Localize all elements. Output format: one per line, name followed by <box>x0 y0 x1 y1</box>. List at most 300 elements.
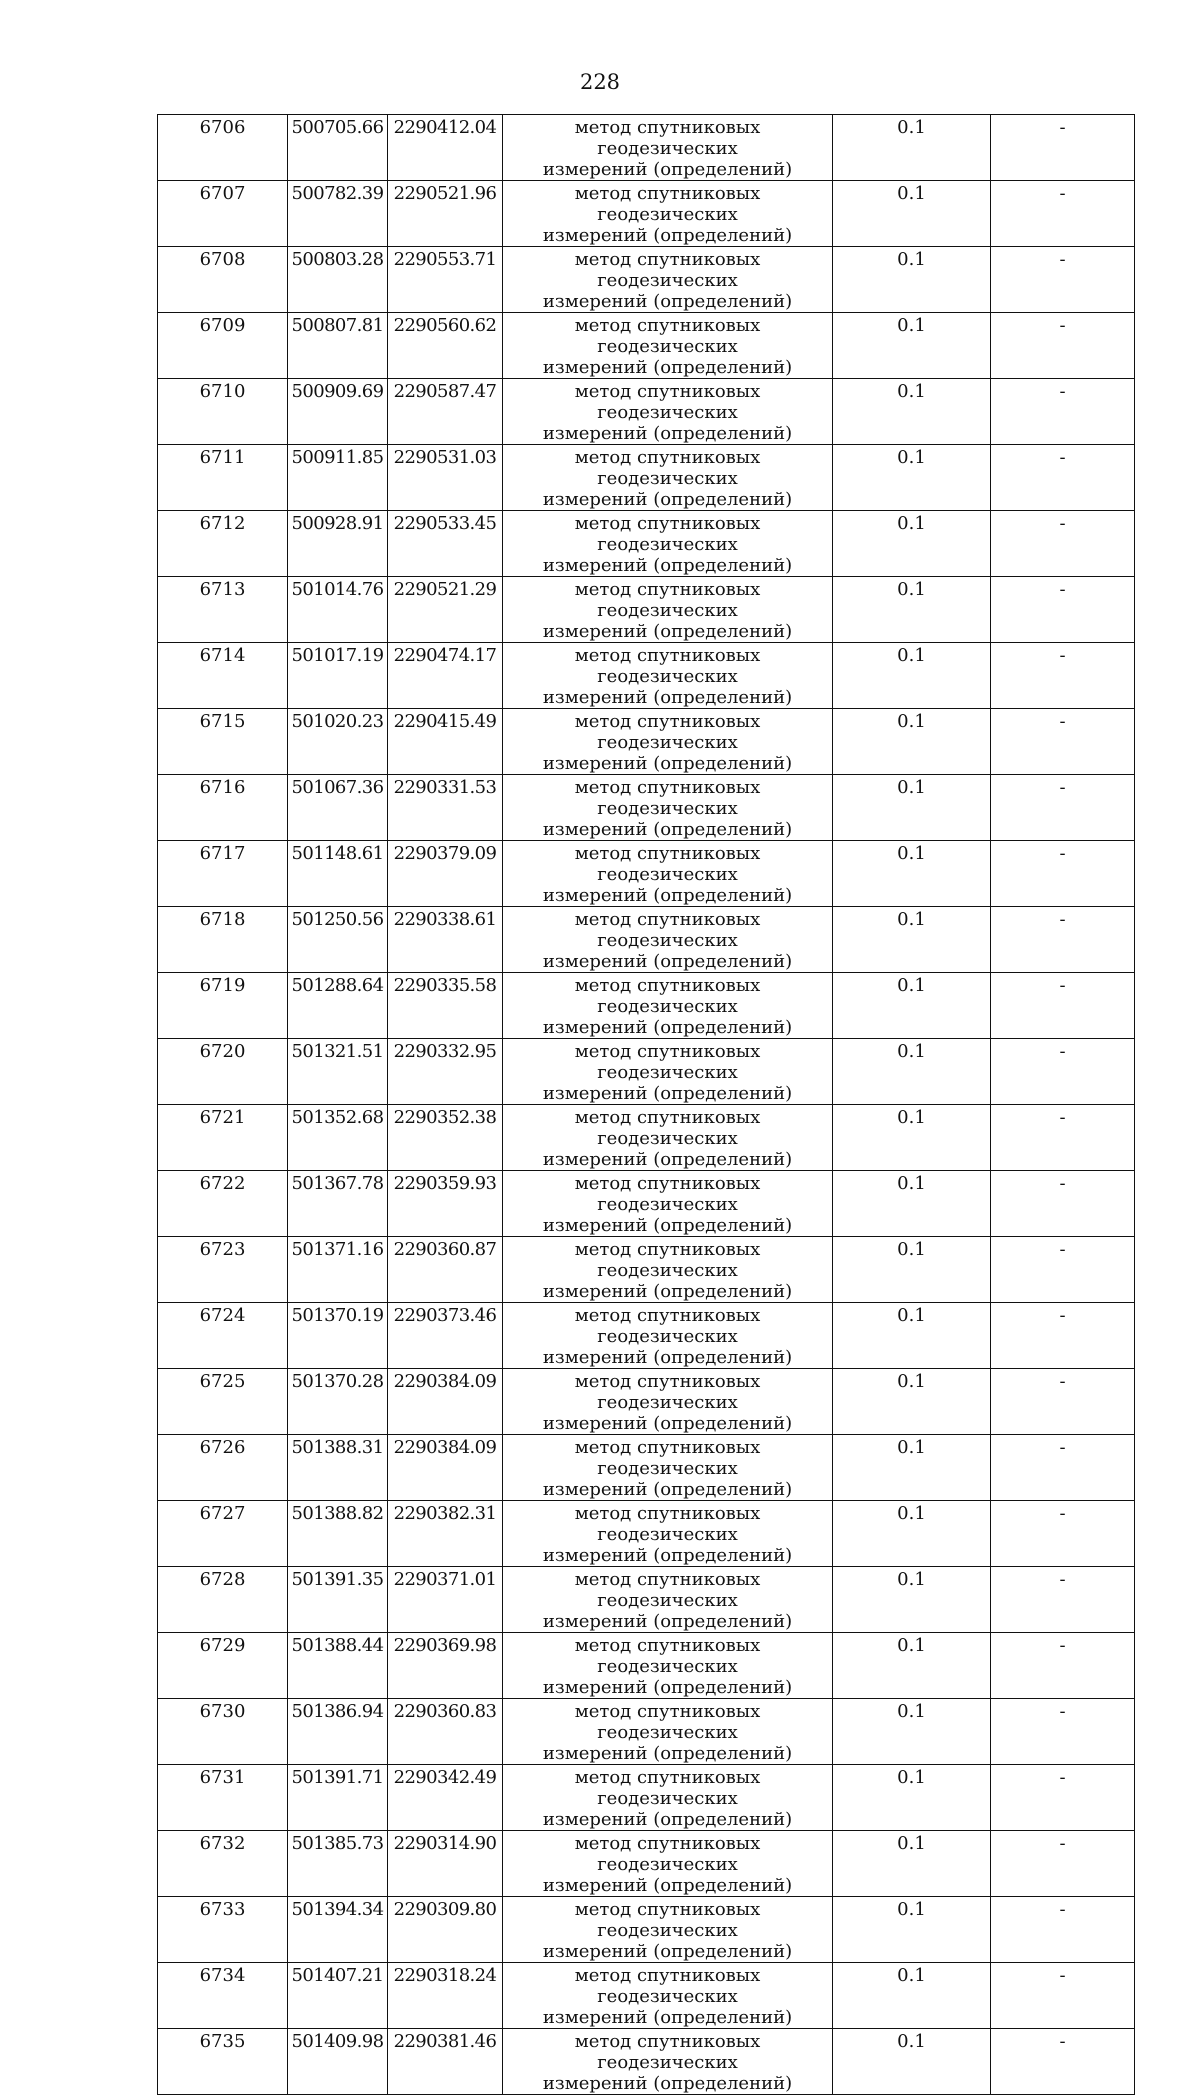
method-line-1: метод спутниковых геодезических <box>574 645 761 687</box>
y-coordinate-cell-text: 2290318.24 <box>393 1965 497 1986</box>
table-row <box>158 1435 1135 1501</box>
y-coordinate-cell <box>388 973 503 1039</box>
point-number-cell-text: 6717 <box>199 843 246 864</box>
x-coordinate-cell <box>288 379 388 445</box>
accuracy-cell-text: 0.1 <box>897 315 926 336</box>
note-cell-text: - <box>1059 381 1066 402</box>
y-coordinate-cell <box>388 643 503 709</box>
method-line-2: измерений (определений) <box>542 1809 793 1830</box>
x-coordinate-cell <box>288 973 388 1039</box>
method-cell <box>503 1039 833 1105</box>
point-number-cell <box>158 1765 288 1831</box>
accuracy-cell <box>833 577 991 643</box>
x-coordinate-cell <box>288 1369 388 1435</box>
note-cell-text: - <box>1059 975 1066 996</box>
accuracy-cell-text: 0.1 <box>897 2031 926 2052</box>
note-cell <box>991 1765 1135 1831</box>
method-line-2: измерений (определений) <box>542 1677 793 1698</box>
note-cell-text: - <box>1059 249 1066 270</box>
x-coordinate-cell-text: 501388.82 <box>291 1503 384 1524</box>
note-cell <box>991 973 1135 1039</box>
point-number-cell <box>158 247 288 313</box>
point-number-cell-text: 6714 <box>199 645 246 666</box>
note-cell <box>991 709 1135 775</box>
x-coordinate-cell <box>288 1039 388 1105</box>
point-number-cell-text: 6719 <box>199 975 246 996</box>
method-line-1: метод спутниковых геодезических <box>574 513 761 555</box>
accuracy-cell-text: 0.1 <box>897 1437 926 1458</box>
y-coordinate-cell <box>388 1963 503 2029</box>
point-number-cell <box>158 907 288 973</box>
method-cell <box>503 1633 833 1699</box>
accuracy-cell <box>833 1633 991 1699</box>
note-cell <box>991 1435 1135 1501</box>
method-line-2: измерений (определений) <box>542 885 793 906</box>
note-cell-text: - <box>1059 315 1066 336</box>
x-coordinate-cell-text: 501352.68 <box>291 1107 384 1128</box>
method-cell <box>503 445 833 511</box>
method-line-1: метод спутниковых геодезических <box>574 117 761 159</box>
method-line-1: метод спутниковых геодезических <box>574 315 761 357</box>
y-coordinate-cell <box>388 1699 503 1765</box>
point-number-cell-text: 6706 <box>199 117 246 138</box>
y-coordinate-cell-text: 2290415.49 <box>393 711 497 732</box>
table-row <box>158 1567 1135 1633</box>
y-coordinate-cell-text: 2290360.83 <box>393 1701 497 1722</box>
y-coordinate-cell <box>388 1633 503 1699</box>
accuracy-cell-text: 0.1 <box>897 1239 926 1260</box>
y-coordinate-cell <box>388 1303 503 1369</box>
point-number-cell <box>158 1897 288 1963</box>
note-cell <box>991 511 1135 577</box>
x-coordinate-cell <box>288 577 388 643</box>
point-number-cell-text: 6718 <box>199 909 246 930</box>
accuracy-cell-text: 0.1 <box>897 1899 926 1920</box>
method-line-1: метод спутниковых геодезических <box>574 381 761 423</box>
point-number-cell-text: 6729 <box>199 1635 246 1656</box>
accuracy-cell <box>833 1699 991 1765</box>
table-body <box>158 115 1135 2095</box>
point-number-cell <box>158 1567 288 1633</box>
x-coordinate-cell-text: 501391.35 <box>291 1569 384 1590</box>
method-line-1: метод спутниковых геодезических <box>574 1041 761 1083</box>
note-cell-text: - <box>1059 117 1066 138</box>
note-cell-text: - <box>1059 1305 1066 1326</box>
accuracy-cell <box>833 709 991 775</box>
y-coordinate-cell <box>388 577 503 643</box>
point-number-cell <box>158 313 288 379</box>
method-line-2: измерений (определений) <box>542 1941 793 1962</box>
y-coordinate-cell <box>388 1237 503 1303</box>
method-line-1: метод спутниковых геодезических <box>574 1965 761 2007</box>
y-coordinate-cell-text: 2290342.49 <box>393 1767 497 1788</box>
method-cell <box>503 907 833 973</box>
y-coordinate-cell <box>388 1897 503 1963</box>
y-coordinate-cell-text: 2290521.29 <box>393 579 497 600</box>
x-coordinate-cell <box>288 247 388 313</box>
note-cell-text: - <box>1059 1635 1066 1656</box>
point-number-cell <box>158 1105 288 1171</box>
note-cell-text: - <box>1059 843 1066 864</box>
accuracy-cell-text: 0.1 <box>897 183 926 204</box>
point-number-cell-text: 6735 <box>199 2031 246 2052</box>
point-number-cell <box>158 577 288 643</box>
note-cell-text: - <box>1059 1899 1066 1920</box>
accuracy-cell-text: 0.1 <box>897 1569 926 1590</box>
x-coordinate-cell <box>288 445 388 511</box>
note-cell <box>991 1699 1135 1765</box>
method-cell <box>503 1435 833 1501</box>
y-coordinate-cell <box>388 247 503 313</box>
method-line-2: измерений (определений) <box>542 1215 793 1236</box>
method-line-2: измерений (определений) <box>542 1743 793 1764</box>
note-cell <box>991 1897 1135 1963</box>
x-coordinate-cell <box>288 643 388 709</box>
method-cell <box>503 313 833 379</box>
accuracy-cell <box>833 379 991 445</box>
point-number-cell <box>158 1831 288 1897</box>
accuracy-cell-text: 0.1 <box>897 249 926 270</box>
x-coordinate-cell <box>288 181 388 247</box>
accuracy-cell-text: 0.1 <box>897 975 926 996</box>
note-cell <box>991 1171 1135 1237</box>
accuracy-cell-text: 0.1 <box>897 909 926 930</box>
method-line-1: метод спутниковых геодезических <box>574 1503 761 1545</box>
accuracy-cell <box>833 907 991 973</box>
note-cell-text: - <box>1059 1173 1066 1194</box>
x-coordinate-cell <box>288 1567 388 1633</box>
method-cell <box>503 1501 833 1567</box>
x-coordinate-cell <box>288 313 388 379</box>
note-cell-text: - <box>1059 447 1066 468</box>
point-number-cell-text: 6726 <box>199 1437 246 1458</box>
note-cell <box>991 115 1135 181</box>
table-row <box>158 643 1135 709</box>
x-coordinate-cell-text: 500909.69 <box>291 381 384 402</box>
accuracy-cell <box>833 1369 991 1435</box>
x-coordinate-cell <box>288 511 388 577</box>
note-cell <box>991 181 1135 247</box>
accuracy-cell <box>833 1897 991 1963</box>
point-number-cell <box>158 1435 288 1501</box>
method-line-1: метод спутниковых геодезических <box>574 1569 761 1611</box>
table-row <box>158 1105 1135 1171</box>
method-line-2: измерений (определений) <box>542 489 793 510</box>
note-cell <box>991 1369 1135 1435</box>
method-line-1: метод спутниковых геодезических <box>574 1437 761 1479</box>
accuracy-cell-text: 0.1 <box>897 1701 926 1722</box>
method-line-1: метод спутниковых геодезических <box>574 1767 761 1809</box>
y-coordinate-cell-text: 2290332.95 <box>393 1041 497 1062</box>
method-line-2: измерений (определений) <box>542 423 793 444</box>
accuracy-cell <box>833 1567 991 1633</box>
x-coordinate-cell-text: 501067.36 <box>291 777 384 798</box>
note-cell <box>991 1963 1135 2029</box>
y-coordinate-cell-text: 2290373.46 <box>393 1305 497 1326</box>
point-number-cell <box>158 709 288 775</box>
note-cell-text: - <box>1059 183 1066 204</box>
method-line-1: метод спутниковых геодезических <box>574 777 761 819</box>
y-coordinate-cell <box>388 1435 503 1501</box>
method-cell <box>503 1963 833 2029</box>
note-cell <box>991 1105 1135 1171</box>
accuracy-cell-text: 0.1 <box>897 1107 926 1128</box>
x-coordinate-cell <box>288 1501 388 1567</box>
note-cell-text: - <box>1059 1965 1066 1986</box>
accuracy-cell-text: 0.1 <box>897 381 926 402</box>
accuracy-cell <box>833 775 991 841</box>
point-number-cell-text: 6727 <box>199 1503 246 1524</box>
point-number-cell <box>158 181 288 247</box>
table-row <box>158 1501 1135 1567</box>
accuracy-cell <box>833 1501 991 1567</box>
note-cell-text: - <box>1059 645 1066 666</box>
accuracy-cell <box>833 445 991 511</box>
method-line-2: измерений (определений) <box>542 1281 793 1302</box>
y-coordinate-cell-text: 2290352.38 <box>393 1107 497 1128</box>
table-row <box>158 1765 1135 1831</box>
accuracy-cell <box>833 973 991 1039</box>
x-coordinate-cell-text: 501371.16 <box>291 1239 384 1260</box>
accuracy-cell-text: 0.1 <box>897 711 926 732</box>
x-coordinate-cell-text: 501407.21 <box>291 1965 384 1986</box>
x-coordinate-cell-text: 501014.76 <box>291 579 384 600</box>
point-number-cell <box>158 1171 288 1237</box>
x-coordinate-cell-text: 500705.66 <box>291 117 384 138</box>
accuracy-cell <box>833 1435 991 1501</box>
accuracy-cell-text: 0.1 <box>897 1041 926 1062</box>
y-coordinate-cell-text: 2290369.98 <box>393 1635 497 1656</box>
point-number-cell <box>158 1039 288 1105</box>
y-coordinate-cell-text: 2290314.90 <box>393 1833 497 1854</box>
note-cell <box>991 1567 1135 1633</box>
y-coordinate-cell-text: 2290309.80 <box>393 1899 497 1920</box>
accuracy-cell-text: 0.1 <box>897 843 926 864</box>
point-number-cell <box>158 1633 288 1699</box>
method-cell <box>503 247 833 313</box>
method-line-2: измерений (определений) <box>542 1611 793 1632</box>
x-coordinate-cell <box>288 1699 388 1765</box>
point-number-cell-text: 6713 <box>199 579 246 600</box>
note-cell-text: - <box>1059 1041 1066 1062</box>
accuracy-cell <box>833 1963 991 2029</box>
x-coordinate-cell-text: 501020.23 <box>291 711 384 732</box>
method-cell <box>503 1369 833 1435</box>
point-number-cell-text: 6709 <box>199 315 246 336</box>
x-coordinate-cell <box>288 1171 388 1237</box>
note-cell <box>991 2029 1135 2095</box>
y-coordinate-cell <box>388 1369 503 1435</box>
method-line-2: измерений (определений) <box>542 2073 793 2094</box>
method-line-1: метод спутниковых геодезических <box>574 1701 761 1743</box>
table-row <box>158 511 1135 577</box>
method-line-2: измерений (определений) <box>542 1083 793 1104</box>
method-line-1: метод спутниковых геодезических <box>574 249 761 291</box>
x-coordinate-cell <box>288 115 388 181</box>
x-coordinate-cell-text: 501017.19 <box>291 645 384 666</box>
method-line-1: метод спутниковых геодезических <box>574 1107 761 1149</box>
table-row <box>158 1699 1135 1765</box>
x-coordinate-cell-text: 501370.19 <box>291 1305 384 1326</box>
point-number-cell-text: 6731 <box>199 1767 246 1788</box>
table-row <box>158 1369 1135 1435</box>
point-number-cell <box>158 775 288 841</box>
accuracy-cell-text: 0.1 <box>897 1767 926 1788</box>
method-cell <box>503 2029 833 2095</box>
table-row <box>158 1963 1135 2029</box>
table-row <box>158 313 1135 379</box>
note-cell <box>991 775 1135 841</box>
table-row <box>158 181 1135 247</box>
method-line-2: измерений (определений) <box>542 1347 793 1368</box>
table-row <box>158 577 1135 643</box>
table-row <box>158 2029 1135 2095</box>
x-coordinate-cell-text: 501385.73 <box>291 1833 384 1854</box>
note-cell-text: - <box>1059 1569 1066 1590</box>
point-number-cell-text: 6716 <box>199 777 246 798</box>
y-coordinate-cell-text: 2290360.87 <box>393 1239 497 1260</box>
note-cell <box>991 1831 1135 1897</box>
note-cell <box>991 313 1135 379</box>
point-number-cell-text: 6724 <box>199 1305 246 1326</box>
y-coordinate-cell-text: 2290381.46 <box>393 2031 497 2052</box>
point-number-cell <box>158 445 288 511</box>
note-cell-text: - <box>1059 579 1066 600</box>
accuracy-cell-text: 0.1 <box>897 777 926 798</box>
method-line-2: измерений (определений) <box>542 555 793 576</box>
table-row <box>158 1633 1135 1699</box>
method-line-1: метод спутниковых геодезических <box>574 1173 761 1215</box>
note-cell <box>991 445 1135 511</box>
accuracy-cell <box>833 841 991 907</box>
y-coordinate-cell-text: 2290384.09 <box>393 1437 497 1458</box>
method-line-1: метод спутниковых геодезических <box>574 579 761 621</box>
x-coordinate-cell <box>288 1831 388 1897</box>
method-line-1: метод спутниковых геодезических <box>574 711 761 753</box>
method-cell <box>503 1699 833 1765</box>
accuracy-cell <box>833 313 991 379</box>
point-number-cell-text: 6725 <box>199 1371 246 1392</box>
y-coordinate-cell <box>388 445 503 511</box>
y-coordinate-cell-text: 2290412.04 <box>393 117 497 138</box>
accuracy-cell <box>833 1171 991 1237</box>
table-row <box>158 115 1135 181</box>
point-number-cell-text: 6721 <box>199 1107 246 1128</box>
method-line-1: метод спутниковых геодезических <box>574 447 761 489</box>
note-cell-text: - <box>1059 1701 1066 1722</box>
y-coordinate-cell <box>388 379 503 445</box>
y-coordinate-cell-text: 2290382.31 <box>393 1503 497 1524</box>
x-coordinate-cell <box>288 1765 388 1831</box>
x-coordinate-cell <box>288 1435 388 1501</box>
method-line-2: измерений (определений) <box>542 1875 793 1896</box>
x-coordinate-cell <box>288 1303 388 1369</box>
point-number-cell <box>158 2029 288 2095</box>
accuracy-cell <box>833 247 991 313</box>
note-cell-text: - <box>1059 909 1066 930</box>
y-coordinate-cell-text: 2290338.61 <box>393 909 497 930</box>
accuracy-cell <box>833 643 991 709</box>
method-line-1: метод спутниковых геодезических <box>574 183 761 225</box>
table-row <box>158 445 1135 511</box>
accuracy-cell <box>833 1831 991 1897</box>
method-line-1: метод спутниковых геодезических <box>574 975 761 1017</box>
note-cell <box>991 907 1135 973</box>
table-row <box>158 841 1135 907</box>
y-coordinate-cell-text: 2290533.45 <box>393 513 497 534</box>
x-coordinate-cell-text: 500911.85 <box>291 447 384 468</box>
y-coordinate-cell <box>388 1105 503 1171</box>
point-number-cell <box>158 1963 288 2029</box>
method-cell <box>503 577 833 643</box>
note-cell <box>991 643 1135 709</box>
method-line-1: метод спутниковых геодезических <box>574 909 761 951</box>
accuracy-cell <box>833 1105 991 1171</box>
point-number-cell-text: 6730 <box>199 1701 246 1722</box>
x-coordinate-cell <box>288 2029 388 2095</box>
table-row <box>158 1897 1135 1963</box>
method-line-2: измерений (определений) <box>542 1545 793 1566</box>
x-coordinate-cell-text: 500782.39 <box>291 183 384 204</box>
method-line-2: измерений (определений) <box>542 1017 793 1038</box>
note-cell-text: - <box>1059 711 1066 732</box>
y-coordinate-cell-text: 2290521.96 <box>393 183 497 204</box>
point-number-cell-text: 6732 <box>199 1833 246 1854</box>
y-coordinate-cell <box>388 1039 503 1105</box>
point-number-cell <box>158 1237 288 1303</box>
method-line-2: измерений (определений) <box>542 357 793 378</box>
method-line-1: метод спутниковых геодезических <box>574 1833 761 1875</box>
note-cell <box>991 1303 1135 1369</box>
table-row <box>158 775 1135 841</box>
point-number-cell-text: 6723 <box>199 1239 246 1260</box>
method-cell <box>503 1105 833 1171</box>
point-number-cell <box>158 841 288 907</box>
method-cell <box>503 1171 833 1237</box>
x-coordinate-cell <box>288 907 388 973</box>
y-coordinate-cell <box>388 313 503 379</box>
y-coordinate-cell <box>388 841 503 907</box>
method-line-2: измерений (определений) <box>542 2007 793 2028</box>
point-number-cell <box>158 1303 288 1369</box>
method-line-1: метод спутниковых геодезических <box>574 1305 761 1347</box>
y-coordinate-cell <box>388 709 503 775</box>
method-line-2: измерений (определений) <box>542 225 793 246</box>
note-cell-text: - <box>1059 777 1066 798</box>
point-number-cell-text: 6728 <box>199 1569 246 1590</box>
table-row <box>158 973 1135 1039</box>
x-coordinate-cell <box>288 841 388 907</box>
method-cell <box>503 379 833 445</box>
x-coordinate-cell-text: 501409.98 <box>291 2031 384 2052</box>
note-cell <box>991 841 1135 907</box>
x-coordinate-cell-text: 500928.91 <box>291 513 384 534</box>
x-coordinate-cell <box>288 775 388 841</box>
y-coordinate-cell <box>388 1831 503 1897</box>
note-cell <box>991 1237 1135 1303</box>
accuracy-cell-text: 0.1 <box>897 447 926 468</box>
note-cell-text: - <box>1059 1107 1066 1128</box>
note-cell <box>991 1633 1135 1699</box>
note-cell-text: - <box>1059 1371 1066 1392</box>
accuracy-cell-text: 0.1 <box>897 513 926 534</box>
y-coordinate-cell-text: 2290331.53 <box>393 777 497 798</box>
x-coordinate-cell-text: 500803.28 <box>291 249 384 270</box>
accuracy-cell-text: 0.1 <box>897 1635 926 1656</box>
x-coordinate-cell <box>288 1237 388 1303</box>
point-number-cell <box>158 643 288 709</box>
method-line-2: измерений (определений) <box>542 687 793 708</box>
